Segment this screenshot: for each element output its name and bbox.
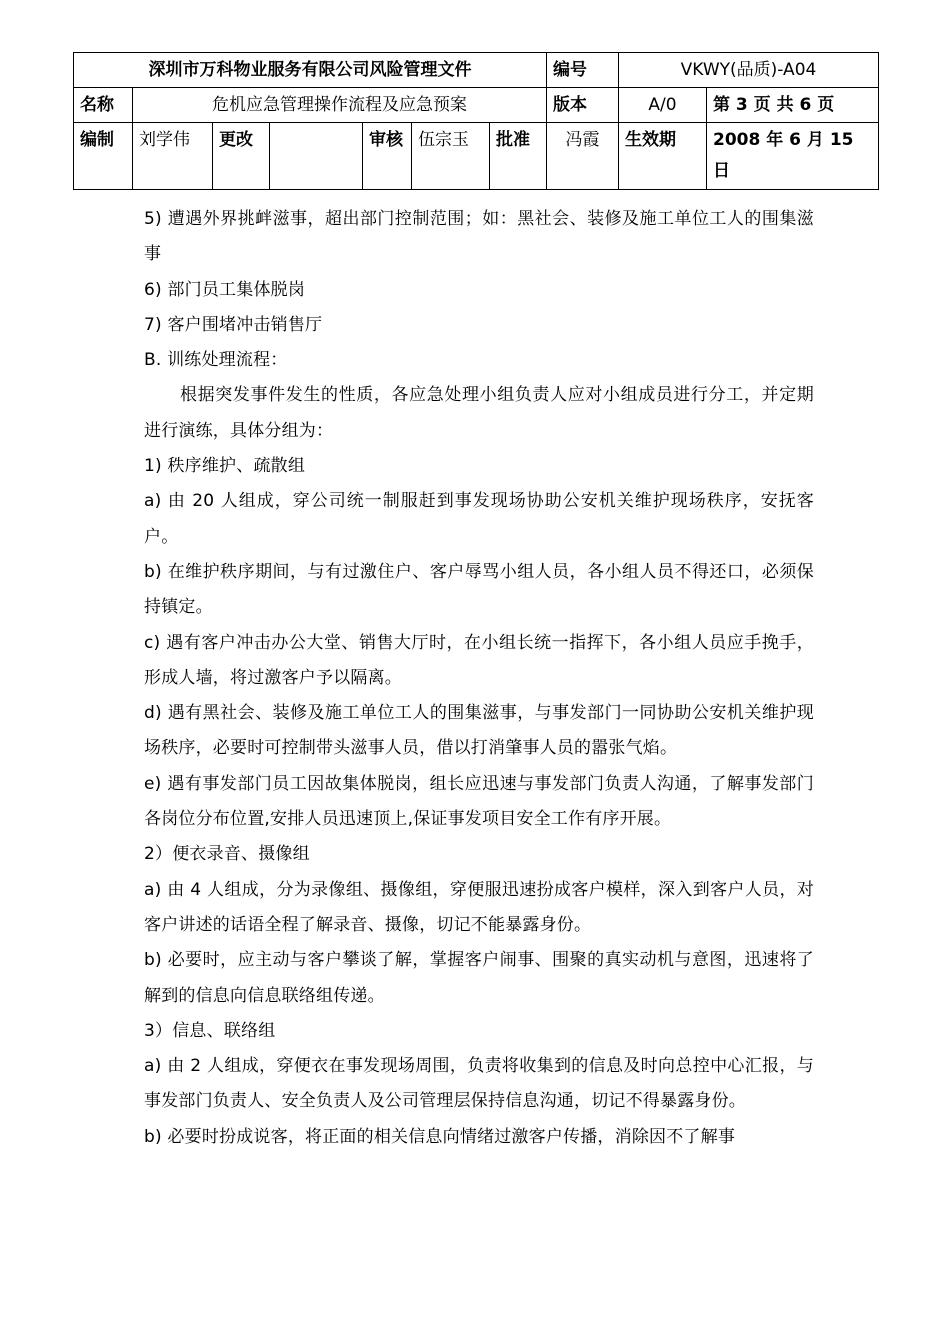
company-title: 深圳市万科物业服务有限公司风险管理文件 <box>74 53 547 88</box>
list-item: b) 在维护秩序期间，与有过激住户、客户辱骂小组人员，各小组人员不得还口，必须保持镇定。 <box>144 561 814 618</box>
number-label: 编号 <box>547 53 619 88</box>
section-heading: B. 训练处理流程： <box>144 350 288 371</box>
list-item: a) 由 4 人组成，分为录像组、摄像组，穿便服迅速扮成客户模样，深入到客户人员，对客户讲述的话语全程了解录音、摄像，切记不能暴露身份。 <box>144 879 814 935</box>
list-item: 5) 遭遇外界挑衅滋事，超出部门控制范围；如：黑社会、装修及施工单位工人的围集滋事 <box>144 209 814 265</box>
list-item: c) 遇有客户冲击办公大堂、销售大厅时，在小组长统一指挥下，各小组人员应手挽手，形成人墙，将过激客户予以隔离。 <box>144 632 814 688</box>
approve-value: 冯霞 <box>547 123 619 190</box>
list-item: b) 必要时扮成说客，将正面的相关信息向情绪过激客户传播，消除因不了解事 <box>144 1126 736 1147</box>
list-item: d) 遇有黑社会、装修及施工单位工人的围集滋事，与事发部门一同协助公安机关维护现场秩序，必要时可控制带头滋事人员，借以打消肇事人员的嚣张气焰。 <box>144 703 814 759</box>
change-label: 更改 <box>213 123 270 190</box>
effective-date: 2008 年 6 月 15 日 <box>707 123 879 190</box>
document-header-table <box>73 52 879 190</box>
version-value: A/0 <box>619 88 707 123</box>
list-item: 7) 客户围堵冲击销售厅 <box>144 314 323 335</box>
review-label: 审核 <box>363 123 412 190</box>
list-item: a) 由 2 人组成，穿便衣在事发现场周围，负责将收集到的信息及时向总控中心汇报，与事发部门负责人、安全负责人及公司管理层保持信息沟通，切记不得暴露身份。 <box>144 1056 814 1112</box>
group-heading: 1) 秩序维护、疏散组 <box>144 456 306 477</box>
document-body <box>144 202 814 1155</box>
editor-value: 刘学伟 <box>133 123 213 190</box>
name-value: 危机应急管理操作流程及应急预案 <box>133 88 547 123</box>
group-heading: 3）信息、联络组 <box>144 1020 276 1041</box>
list-item: 6) 部门员工集体脱岗 <box>144 279 306 300</box>
list-item: e) 遇有事发部门员工因故集体脱岗，组长应迅速与事发部门负责人沟通，了解事发部门各岗位分布位置,安排人员迅速顶上,保证事发项目安全工作有序开展。 <box>144 773 814 830</box>
review-value: 伍宗玉 <box>412 123 490 190</box>
version-label: 版本 <box>547 88 619 123</box>
editor-label: 编制 <box>74 123 133 190</box>
page-info: 第 3 页 共 6 页 <box>707 88 879 123</box>
paragraph: 根据突发事件发生的性质，各应急处理小组负责人应对小组成员进行分工，并定期进行演练，具体分组为： <box>144 385 814 441</box>
name-label: 名称 <box>74 88 133 123</box>
change-value <box>270 123 363 190</box>
list-item: a) 由 20 人组成，穿公司统一制服赶到事发现场协助公安机关维护现场秩序，安抚客户。 <box>144 491 814 547</box>
effective-label: 生效期 <box>619 123 707 190</box>
approve-label: 批准 <box>490 123 547 190</box>
list-item: b) 必要时，应主动与客户攀谈了解，掌握客户闹事、围聚的真实动机与意图，迅速将了解到的信息向信息联络组传递。 <box>144 950 814 1006</box>
group-heading: 2）便衣录音、摄像组 <box>144 844 310 865</box>
number-value: VKWY(品质)-A04 <box>619 53 879 88</box>
